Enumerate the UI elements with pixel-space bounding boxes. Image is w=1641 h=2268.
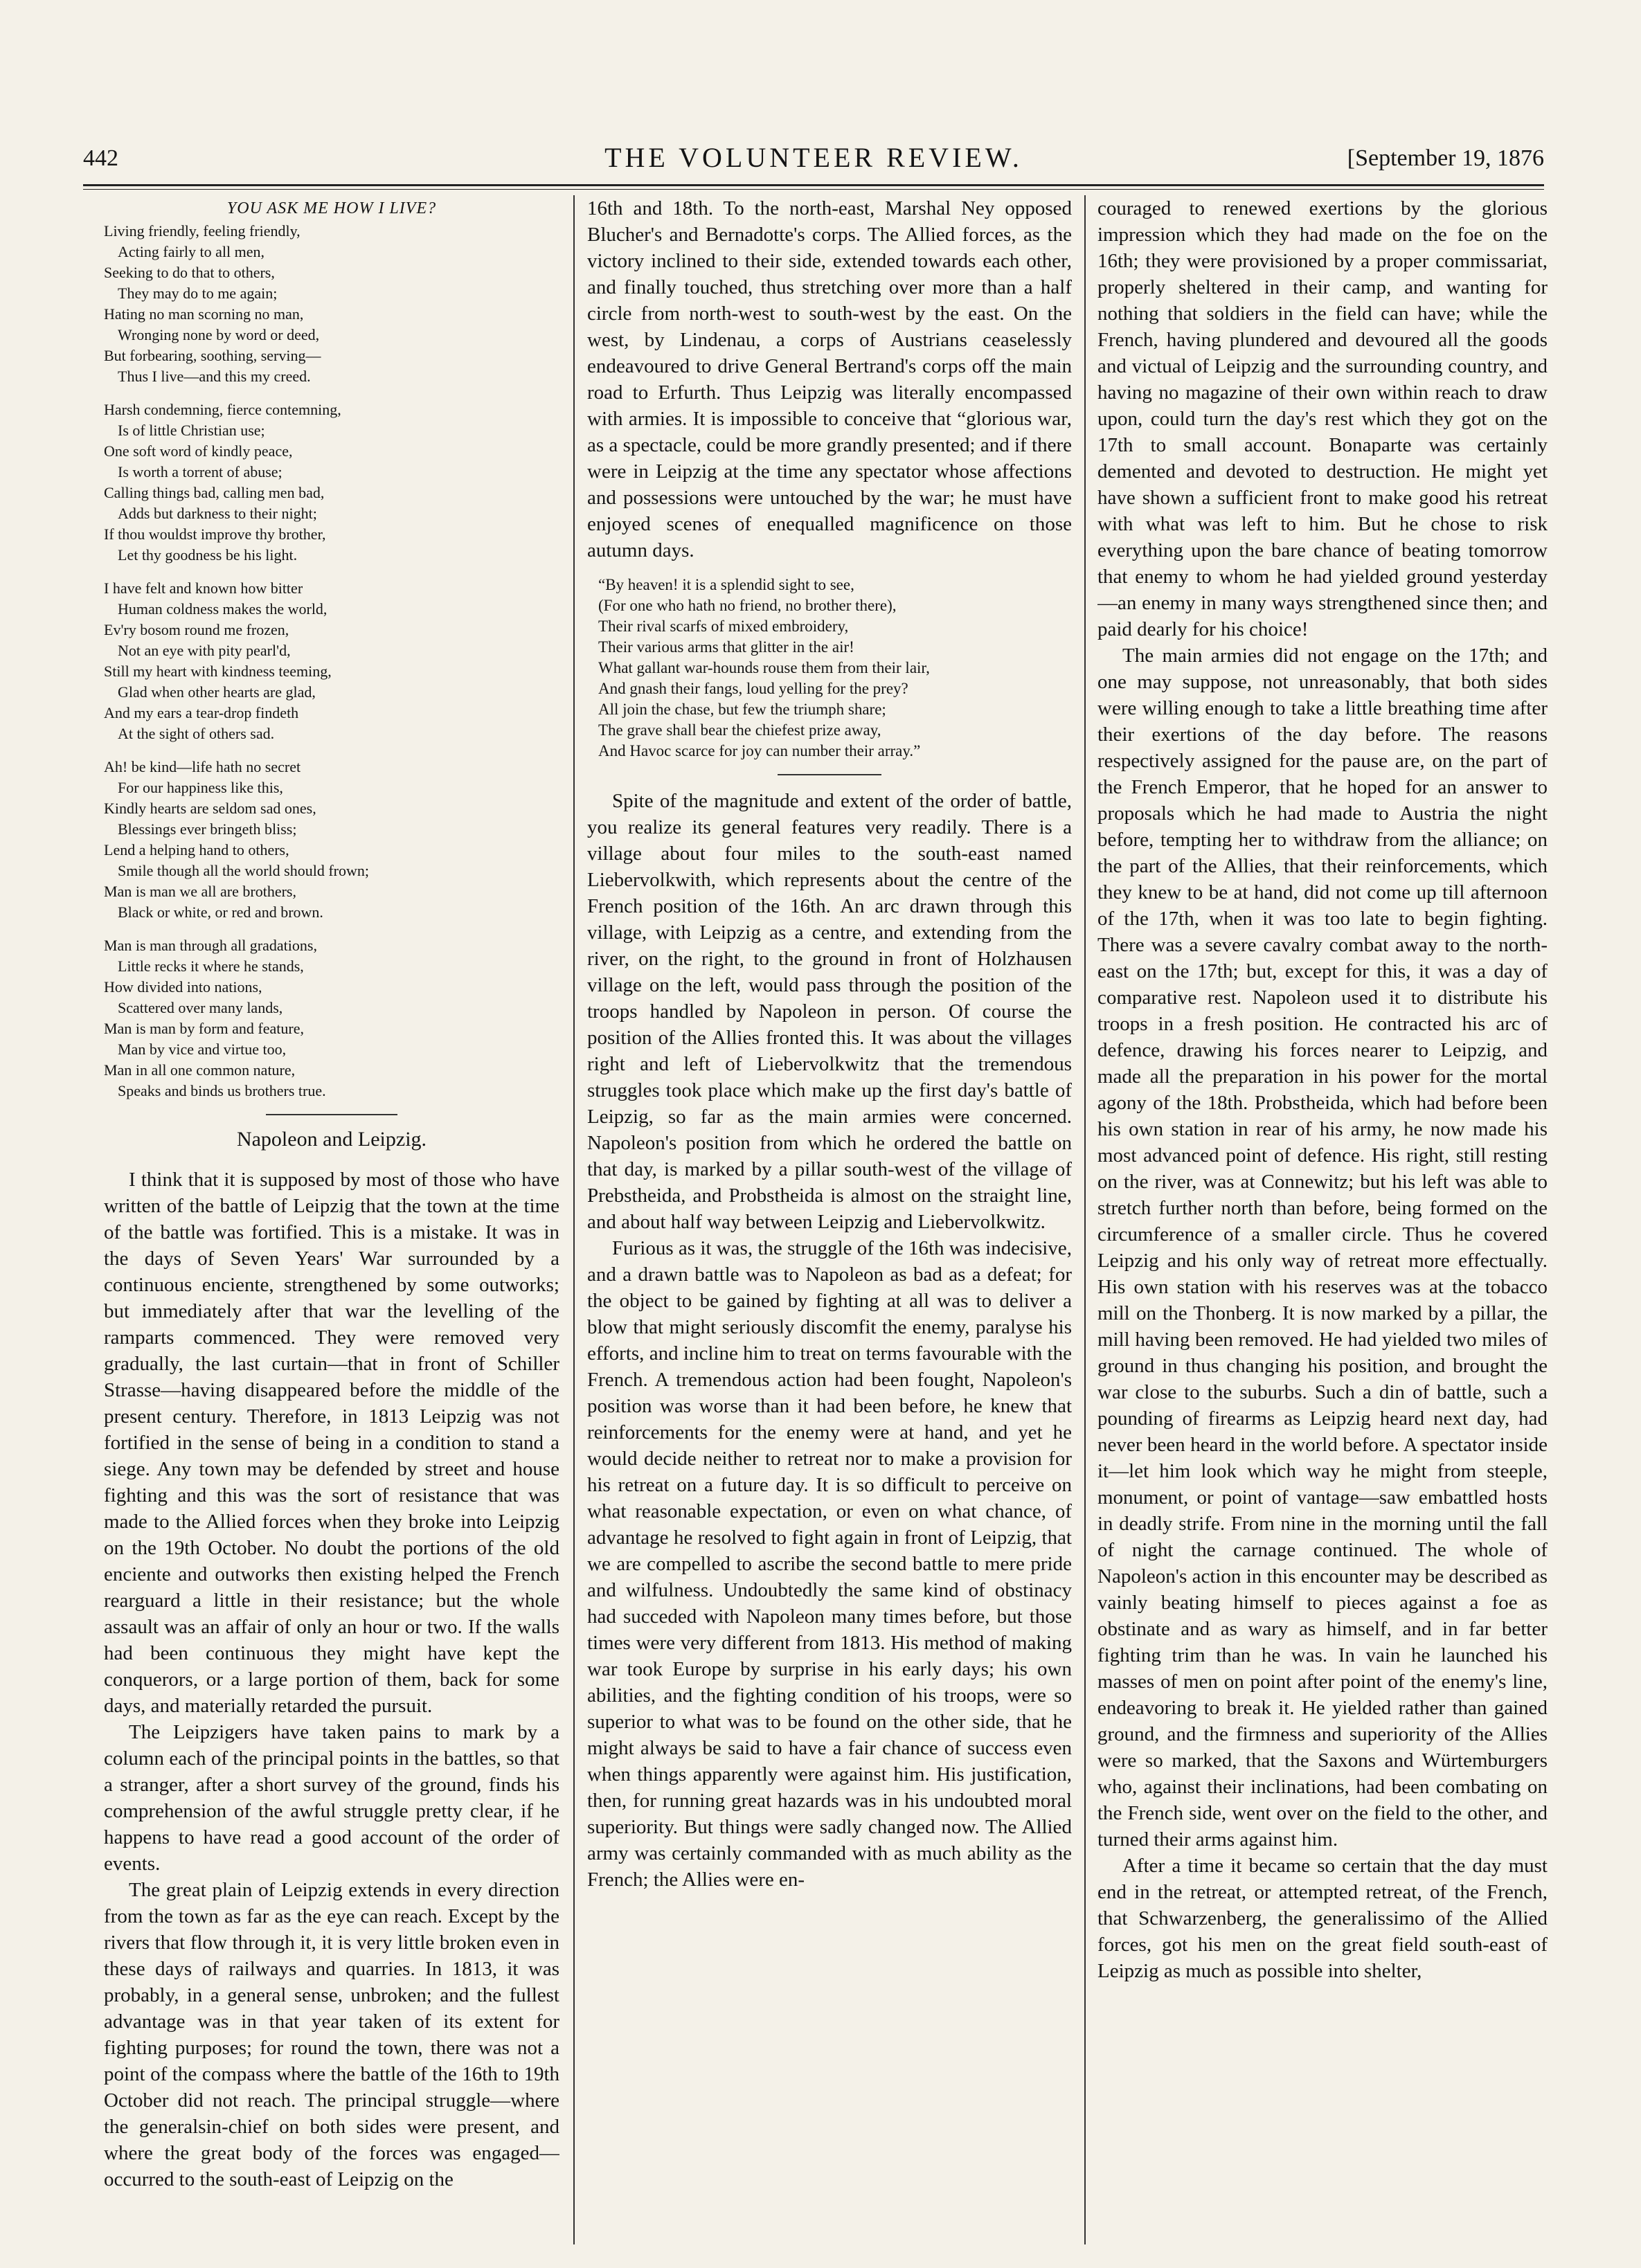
poem-line: Lend a helping hand to others,: [104, 841, 289, 858]
poem-stanza: [104, 221, 559, 387]
article-body-col3: [1097, 195, 1548, 1984]
column-divider: [1084, 195, 1086, 2244]
verse-quotation: [587, 575, 1072, 762]
quote-line: What gallant war-hounds rouse them from their lair,: [598, 659, 930, 676]
header-rule-thin: [83, 189, 1544, 190]
article-paragraph: I think that it is supposed by most of those who have written of the battle of Leipzig that the town at the time of the battle was fortified. This is a mistake. It was in the days of Seven Years' War surrounded by a continuous enciente, strengthened by some outworks; but immediately after that war the levelling of the ramparts commenced. They were removed very gradually, the last curtain—that in front of Schiller Strasse—having disappeared before the middle of the present century. Therefore, in 1813 Leipzig was not fortified in the sense of being in a condition to stand a siege. Any town may be defended by street and house fighting and this was the sort of resistance that was made to the Allied forces when they broke into Leipzig on the 19th October. No doubt the portions of the old enciente and outworks then existing helped the French rearguard a little in their resistance; but the whole assault was an affair of only an hour or two. If the walls had been continuous they might have kept the conquerors, or a large portion of them, back for some days, and materially retarded the pursuit.: [104, 1169, 559, 1717]
poem-stanza: [104, 757, 559, 923]
poem-line: Harsh condemning, fierce contemning,: [104, 401, 341, 418]
poem-line: Not an eye with pity pearl'd,: [118, 642, 291, 659]
poem-line: Thus I live—and this my creed.: [118, 368, 311, 385]
poem-line: Little recks it where he stands,: [118, 957, 304, 975]
poem-line: Still my heart with kindness teeming,: [104, 663, 332, 680]
poem-line: Acting fairly to all men,: [118, 243, 264, 260]
poem-line: Human coldness makes the world,: [118, 600, 328, 618]
poem-line: Speaks and binds us brothers true.: [118, 1082, 326, 1099]
poem-line: Glad when other hearts are glad,: [118, 683, 316, 701]
column-divider: [573, 195, 575, 2244]
article-body-col1: [104, 1167, 559, 2193]
poem-line: Seeking to do that to others,: [104, 264, 275, 281]
article-paragraph: The main armies did not engage on the 17th; and one may suppose, not unreasonably, that both sides were willing enough to take a little breathing time after their exertions of the day before. The reasons respectively assigned for the pause are, on the part of the French Emperor, that he hoped for an answer to proposals which he had made to Austria the night before, tempting her to withdraw from the alliance; on the part of the Allies, that their reinforcements, which they knew to be at hand, did not come up till afternoon of the 17th, when it was too late to begin fighting. There was a severe cavalry combat away to the north-east on the 17th; but, except for this, it was a day of comparative rest. Napoleon used it to distribute his troops in a fresh position. He contracted his arc of defence, drawing his forces nearer to Leipzig, and made all the preparation in his power for the mortal agony of the 18th. Probstheida, which had before been his own station in rear of his army, he now made his most advanced point of defence. His right, still resting on the river, was at Connewitz; but his left was able to stretch further north than before, being formed on the circumference of a smaller circle. Thus he covered Leipzig and his only way of retreat more effectually. His own station with his reserves was at the tobacco mill on the Thonberg. It is now marked by a pillar, the mill having been removed. He had yielded two miles of ground in thus changing his position, and brought the war close to the suburbs. Such a din of battle, such a pounding of firearms as Leipzig heard next day, had never been heard in the world before. A spectator inside it—let him look which way he might from steeple, monument, or point of vantage—saw embattled hosts in deadly strife. From nine in the morning until the fall of night the carnage continued. The whole of Napoleon's action in this encounter may be described as vainly beating himself to pieces against a foe as obstinate and as wary as himself, and in far better fighting trim than he was. In vain he launched his masses of men on point after point of the enemy's line, endeavoring to break it. He yielded rather than gained ground, and the firmness and superiority of the Allies were so marked, that the Saxons and Würtemburgers who, against their inclinations, had been combating on the French side, went over on the field to the other, and turned their arms against him.: [1097, 645, 1548, 1851]
poem-line: Is of little Christian use;: [118, 422, 265, 439]
poem-line: Ev'ry bosom round me frozen,: [104, 621, 289, 638]
poem-line: Adds but darkness to their night;: [118, 505, 317, 522]
poem-line: But forbearing, soothing, serving—: [104, 347, 321, 364]
poem-line: Man is man through all gradations,: [104, 937, 317, 954]
article-paragraph: After a time it became so certain that the day must end in the retreat, or attempted retreat, of the French, that Schwarzenberg, the generalissimo of the Allied forces, got his men on the great field south-east of Leipzig as much as possible into shelter,: [1097, 1855, 1548, 1982]
quote-line: All join the chase, but few the triumph share;: [598, 701, 886, 718]
quote-line: And Havoc scarce for joy can number their array.”: [598, 742, 921, 759]
quote-line: The grave shall bear the chiefest prize away,: [598, 721, 881, 739]
article-paragraph: couraged to renewed exertions by the glorious impression which they had made on the foe on the 16th; they were provisioned by a proper commissariat, properly sheltered in their camp, and wanting for nothing that soldiers in the field can have; while the French, having plundered and devoured all the goods and victual of Leipzig and the surrounding country, and having no magazine of their own within reach to draw upon, could turn the day's rest which they got on the 17th to small account. Bonaparte was certainly demented and devoted to destruction. He might yet have shown a sufficient front to make good his retreat with what was left to him. But he chose to risk everything upon the bare chance of beating tomorrow that enemy to whom he had yielded ground yesterday—an enemy in many ways strengthened since then; and paid dearly for his choice!: [1097, 197, 1548, 640]
poem-line: Scattered over many lands,: [118, 999, 283, 1016]
section-rule: [266, 1114, 397, 1115]
quote-line: (For one who hath no friend, no brother there),: [598, 597, 897, 614]
poem-line: Let thy goodness be his light.: [118, 546, 298, 564]
poem-line: Kindly hearts are seldom sad ones,: [104, 800, 316, 817]
poem-line: Man is man we all are brothers,: [104, 883, 296, 900]
quote-line: “By heaven! it is a splendid sight to see,: [598, 576, 854, 593]
poem-line: I have felt and known how bitter: [104, 579, 303, 597]
poem-line: Calling things bad, calling men bad,: [104, 484, 325, 501]
poem-line: And my ears a tear-drop findeth: [104, 704, 299, 721]
poem-line: Hating no man scorning no man,: [104, 305, 304, 323]
poem-stanza: [104, 399, 559, 566]
page-number: 442: [83, 145, 118, 171]
poem-line: One soft word of kindly peace,: [104, 442, 293, 460]
article-paragraph: Spite of the magnitude and extent of the order of battle, you realize its general features very readily. There is a village about four miles to the south-east named Liebervolkwith, which represents about the centre of the French position of the 16th. An arc drawn through this village, with Leipzig as a centre, and extending from the river, on the right, to the ground in front of Holzhausen village on the left, would pass through the position of the troops handled by Napoleon in person. Of course the position of the Allies fronted this. It was about the villages right and left of Liebervolkwitz that the tremendous struggles took place which make up the first day's battle of Leipzig, so far as the main armies were concerned. Napoleon's position from which he ordered the battle on that day, is marked by a pillar south-west of the village of Prebstheida, and Probstheida is almost on the straight line, and about half way between Leipzig and Liebervolkwitz.: [587, 790, 1072, 1233]
quote-rule: [778, 774, 881, 775]
poem-stanza: [104, 578, 559, 744]
poem-line: At the sight of others sad.: [118, 725, 275, 742]
article-title: Napoleon and Leipzig.: [236, 1128, 427, 1151]
article-paragraph: The Leipzigers have taken pains to mark by a column each of the principal points in the battles, so that a stranger, after a short survey of the ground, finds his comprehension of the awful struggle pretty clear, if he happens to have read a good account of the order of events.: [104, 1721, 559, 1875]
poem-line: Man in all one common nature,: [104, 1061, 296, 1079]
poem-line: Is worth a torrent of abuse;: [118, 463, 283, 480]
poem-stanza: [104, 935, 559, 1101]
quote-line: Their rival scarfs of mixed embroidery,: [598, 618, 849, 635]
masthead: [83, 138, 1544, 187]
issue-date: [September 19, 1876: [1347, 145, 1544, 171]
quote-line: And gnash their fangs, loud yelling for the prey?: [598, 680, 908, 697]
poem-line: Ah! be kind—life hath no secret: [104, 758, 301, 775]
poem-line: How divided into nations,: [104, 978, 262, 996]
publication-title: THE VOLUNTEER REVIEW.: [604, 142, 1023, 173]
poem-line: For our happiness like this,: [118, 779, 283, 796]
quote-line: Their various arms that glitter in the air!: [598, 638, 854, 656]
article-paragraph: Furious as it was, the struggle of the 16th was indecisive, and a drawn battle was to Napoleon as bad as a defeat; for the object to be gained by fighting at all was to deliver a blow that might seriously discomfit the enemy, paralyse his efforts, and incline him to treat on terms favourable with the French. A tremendous action had been fought, Napoleon's position was worse than it had been before, he knew that reinforcements for the enemy were at hand, and yet he would decide neither to retreat nor to make a provision for his retreat on a future day. It is so difficult to perceive on what reasonable expectation, or even on what chance, of advantage he resolved to fight again in front of Leipzig, that we are compelled to ascribe the second battle to mere pride and wilfulness. Undoubtedly the same kind of obstinacy had succeded with Napoleon many times before, but those times were very different from 1813. His method of making war took Europe by surprise in his early days; his own abilities, and the fighting condition of his troops, were so superior to what was to be found on the other side, that he might always be said to have a fair chance of success even when things apparently were against him. His justification, then, for running great hazards was in his undoubted moral superiority. But things were sadly changed now. The Allied army was certainly commanded with as much ability as the French; the Allies were en-: [587, 1237, 1072, 1891]
poem-line: Living friendly, feeling friendly,: [104, 222, 301, 240]
poem-line: Black or white, or red and brown.: [118, 903, 323, 921]
poem-line: Man is man by form and feature,: [104, 1020, 304, 1037]
poem-line: They may do to me again;: [118, 285, 278, 302]
column-3: [1097, 195, 1548, 2255]
article-body-col2b: [587, 788, 1072, 1893]
poem-line: Smile though all the world should frown;: [118, 862, 369, 879]
article-paragraph: 16th and 18th. To the north-east, Marshal Ney opposed Blucher's and Bernadotte's corps. The Allied forces, as the victory inclined to their side, extended towards each other, and finally touched, thus stretching over more than a half circle from north-west to south-west by the east. On the west, by Lindenau, a corps of Austrians ceaselessly endeavoured to drive General Bertrand's corps off the main road to Erfurth. Thus Leipzig was literally encompassed with armies. It is impossible to conceive that “glorious war, as a spectacle, could be more grandly presented; and if there were in Leipzig at the time any spectator whose affections and possessions were untouched by the war; he must have enjoyed scenes of enequalled magnificence on those autumn days.: [587, 197, 1072, 561]
column-2: [587, 195, 1072, 2255]
poem-line: Man by vice and virtue too,: [118, 1041, 287, 1058]
poem-title: YOU ASK ME HOW I LIVE?: [226, 199, 437, 217]
poem-body: [104, 221, 559, 1101]
header-rule: [83, 184, 1544, 186]
poem-line: Wronging none by word or deed,: [118, 326, 320, 343]
poem-line: If thou wouldst improve thy brother,: [104, 525, 326, 543]
article-paragraph: The great plain of Leipzig extends in every direction from the town as far as the eye can reach. Except by the rivers that flow through it, it is very little broken even in these days of railways and quarries. In 1813, it was probably, in a general sense, unbroken; and the fullest advantage was in that year taken of its extent for fighting purposes; for round the town, there was not a point of the compass where the battle of the 16th to 19th October did not reach. The principal struggle—where the generalsin-chief on both sides were present, and where the great body of the forces was engaged—occurred to the south-east of Leipzig on the: [104, 1879, 559, 2190]
column-1: [104, 195, 559, 2255]
article-body-col2a: [587, 195, 1072, 564]
poem-line: Blessings ever bringeth bliss;: [118, 820, 297, 838]
